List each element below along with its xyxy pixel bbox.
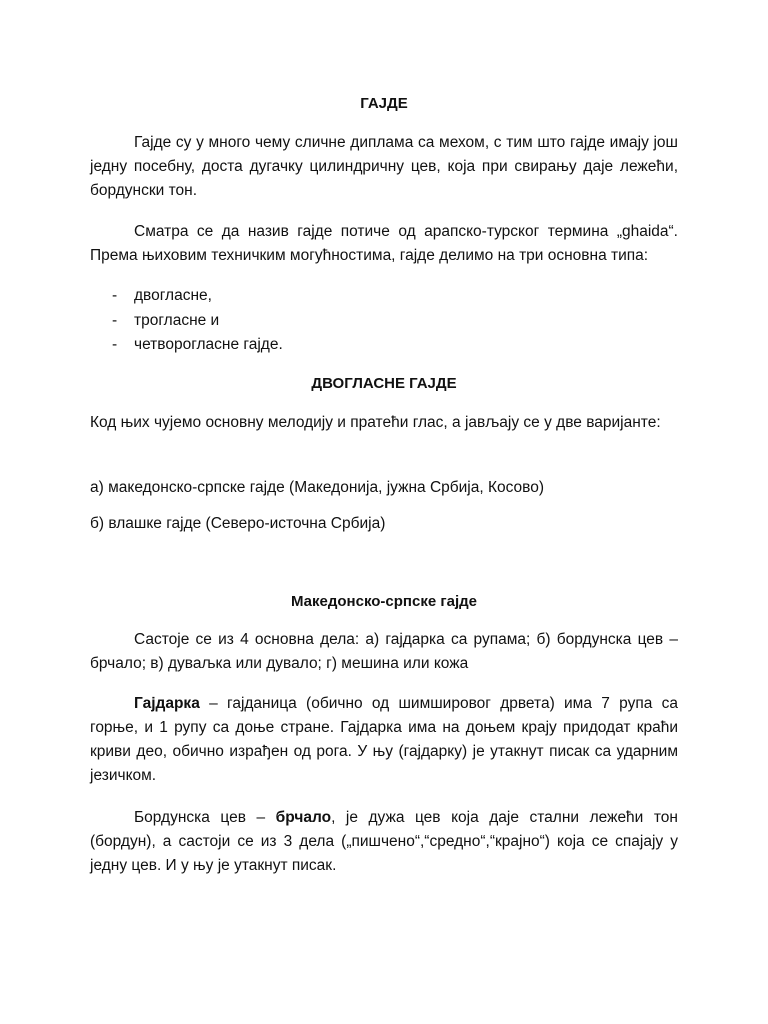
parts-paragraph: Састоје се из 4 основна дела: а) гајдарка са рупама; б) бордунска цев – брчало; в) дуваљка или дувало; г) мешина или кожа (90, 631, 678, 672)
list-item-label: четворогласне гајде. (134, 336, 283, 353)
list-item-label: трогласне и (134, 311, 220, 329)
list-item (90, 309, 678, 334)
section-heading-two-voice: ДВОГЛАСНЕ ГАЈДЕ (311, 375, 457, 392)
list-dash: - (112, 336, 118, 353)
list-dash: - (112, 311, 118, 329)
brcalo-paragraph (90, 806, 678, 878)
section-heading-macedonian: Македонско-српске гајде (291, 593, 477, 610)
two-voice-paragraph: Код њих чујемо основну мелодију и пратећи глас, а јављају се у две варијанте: (90, 414, 661, 431)
list-item-label: двогласне, (134, 287, 212, 304)
types-list (90, 284, 678, 358)
brcalo-term: брчало (275, 809, 332, 826)
origin-paragraph: Сматра се да назив гајде потиче од арапско-турског термина „ghaida“. Према њиховим техничким могућностима, гајде делимо на три основна типа: (90, 223, 678, 264)
gajdarka-term: Гајдарка (134, 695, 200, 712)
variant-a: а) македонско-српске гајде (Македонија, јужна Србија, Косово) (90, 479, 545, 496)
list-item (90, 284, 678, 309)
list-dash: - (112, 287, 118, 304)
gajdarka-text: – гајданица (обично од шимшировог дрвета) има 7 рупа са горње, и 1 рупу са доње стране. Гајдарка има на доњем крају придодат краћи криви део, обично израђен од рога. У њу (гајдарку) је утакнут писак са ударним језичком. (90, 695, 678, 784)
brcalo-text: , је дужа цев која даје стални лежећи тон (бордун), а састоји се из 3 дела („пишчено“,“средно“,“крајно“) која се спајају у једну цев. И у њу је утакнут писак. (90, 809, 678, 874)
gajdarka-paragraph (90, 692, 678, 788)
intro-paragraph: Гајде су у много чему сличне диплама са мехом, с тим што гајде имају још једну посебну, доста дугачку цилиндричну цев, која при свирању даје лежећи, бордунски тон. (90, 134, 678, 199)
list-item (90, 333, 678, 358)
brcalo-prefix: Бордунска цев – (134, 809, 276, 826)
variant-b: б) влашке гајде (Северо-источна Србија) (90, 515, 386, 532)
document-title: ГАЈДЕ (360, 95, 408, 112)
